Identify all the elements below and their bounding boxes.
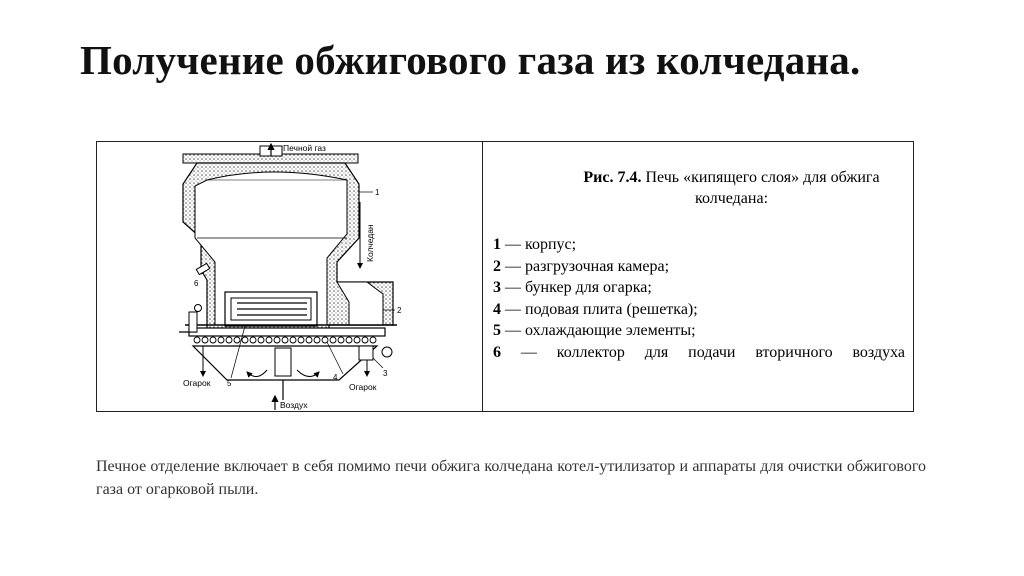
legend-item: 4 — подовая плита (решетка); (493, 300, 698, 318)
furnace-diagram (97, 142, 482, 411)
label-furnace-gas: Печной газ (283, 143, 326, 153)
label-air: Воздух (280, 400, 308, 410)
caption-label: Рис. 7.4. (583, 169, 642, 186)
label-num-2: 2 (397, 306, 402, 315)
label-num-4: 4 (333, 373, 338, 382)
label-num-1: 1 (375, 188, 380, 197)
legend-item: 1 — корпус; (493, 236, 577, 253)
legend-item: 2 — разгрузочная камера; (493, 257, 670, 275)
label-num-6: 6 (194, 279, 199, 288)
figure-table (96, 141, 914, 412)
label-num-3: 3 (383, 369, 388, 378)
hearth-plate (189, 328, 385, 336)
figure-caption (559, 167, 904, 209)
label-pyrite: Колчедан (365, 224, 375, 262)
legend-item: 6 — коллектор для подачи вторичного воздуха (493, 343, 905, 361)
caption-text: Печь «кипящего слоя» для обжига колчедана: (645, 169, 880, 207)
table-divider (482, 142, 483, 411)
figure-caption-pane (489, 142, 909, 411)
label-cinder-left: Огарок (183, 378, 211, 388)
label-cinder-right: Огарок (349, 382, 377, 392)
legend-item: 5 — охлаждающие элементы; (493, 322, 696, 339)
furnace-schematic (97, 142, 482, 411)
body-paragraph: Печное отделение включает в себя помимо печи обжига колчедана котел-утилизатор и аппараты для очистки обжигового газа от огарковой пыли. (96, 458, 926, 498)
legend-item: 3 — бункер для огарка; (493, 279, 652, 296)
label-num-5: 5 (227, 379, 232, 388)
figure-legend (493, 234, 905, 363)
page-title: Получение обжигового газа из колчедана. (80, 37, 861, 83)
